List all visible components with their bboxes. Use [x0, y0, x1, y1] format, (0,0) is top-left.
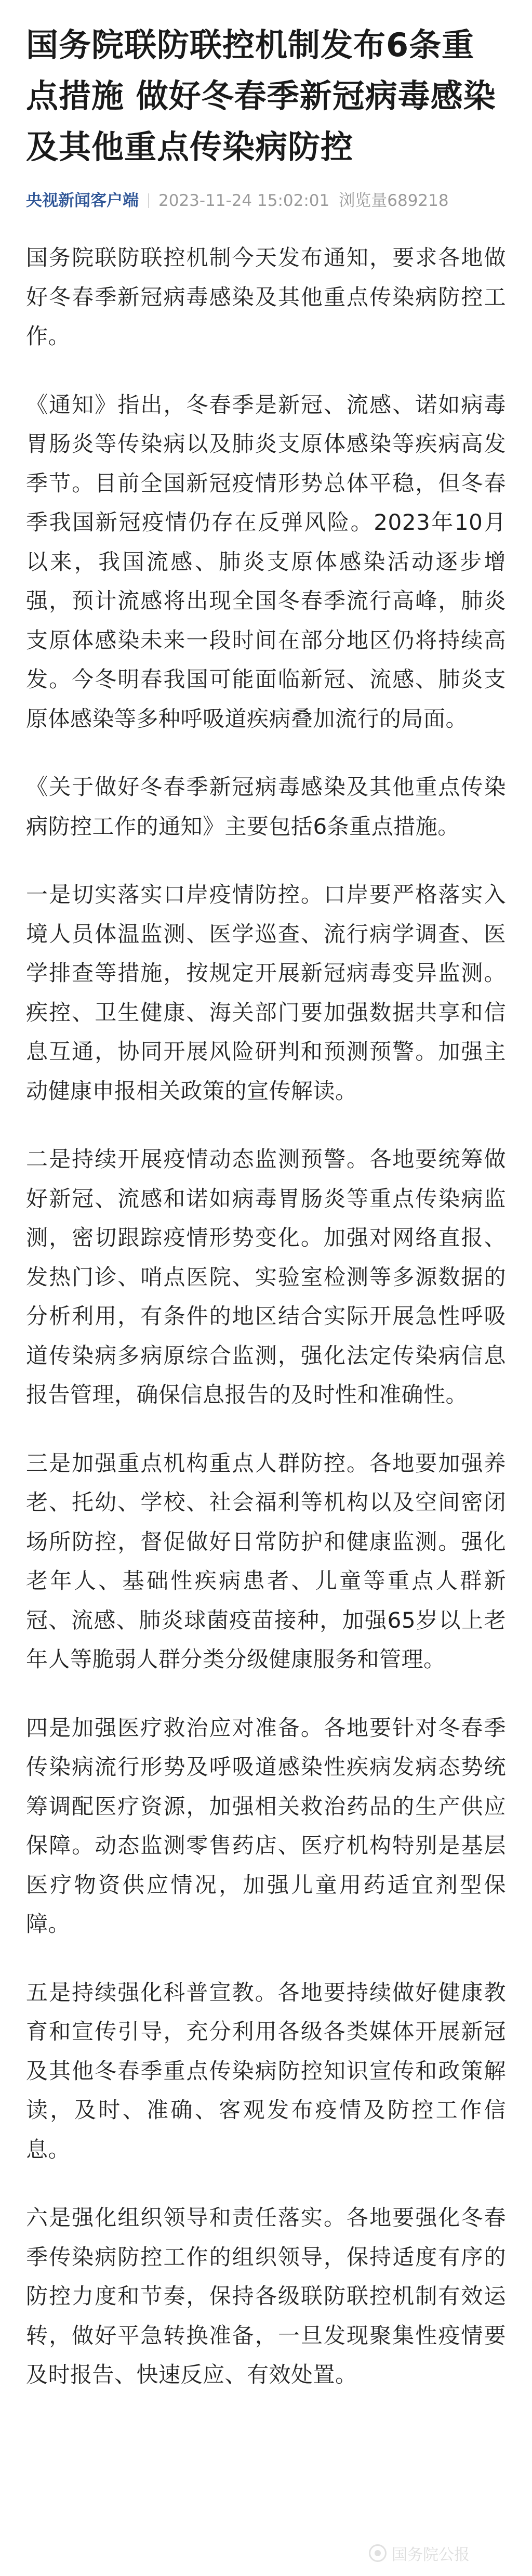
article-paragraph: 《关于做好冬春季新冠病毒感染及其他重点传染病防控工作的通知》主要包括6条重点措施。 — [26, 774, 506, 839]
article-title: 国务院联防联控机制发布6条重点措施 做好冬春季新冠病毒感染及其他重点传染病防控 — [26, 26, 496, 166]
article-meta — [26, 190, 506, 211]
article-paragraph: 二是持续开展疫情动态监测预警。各地要统筹做好新冠、流感和诺如病毒胃肠炎等重点传染病监测，密切跟踪疫情形势变化。加强对网络直报、发热门诊、哨点医院、实验室检测等多源数据的分析利用，有条件的地区结合实际开展急性呼吸道传染病多病原综合监测，强化法定传染病信息报告管理，确保信息报告的及时性和准确性。 — [26, 1146, 506, 1407]
meta-divider — [148, 193, 149, 208]
watermark — [369, 2542, 470, 2565]
source-link[interactable]: 央视新闻客户端 — [26, 191, 139, 210]
article-paragraph: 五是持续强化科普宣教。各地要持续做好健康教育和宣传引导，充分利用各级各类媒体开展新冠及其他冬春季重点传染病防控知识宣传和政策解读，及时、准确、客观发布疫情及防控工作信息。 — [26, 1979, 506, 2162]
article-paragraph: 六是强化组织领导和责任落实。各地要强化冬春季传染病防控工作的组织领导，保持适度有序的防控力度和节奏，保持各级联防联控机制有效运转，做好平急转换准备，一旦发现聚集性疫情要及时报告、快速反应、有效处置。 — [26, 2205, 506, 2387]
article-body — [26, 238, 506, 2395]
article-paragraph: 《通知》指出，冬春季是新冠、流感、诺如病毒胃肠炎等传染病以及肺炎支原体感染等疾病高发季节。目前全国新冠疫情形势总体平稳，但冬春季我国新冠疫情仍存在反弹风险。2023年10月以来，我国流感、肺炎支原体感染活动逐步增强，预计流感将出现全国冬春季流行高峰，肺炎支原体感染未来一段时间在部分地区仍将持续高发。今冬明春我国可能面临新冠、流感、肺炎支原体感染等多种呼吸道疾病叠加流行的局面。 — [26, 391, 506, 731]
article-paragraph: 三是加强重点机构重点人群防控。各地要加强养老、托幼、学校、社会福利等机构以及空间密闭场所防控，督促做好日常防护和健康监测。强化老年人、基础性疾病患者、儿童等重点人群新冠、流感、肺炎球菌疫苗接种，加强65岁以上老年人等脆弱人群分类分级健康服务和管理。 — [26, 1450, 506, 1672]
watermark-text: 国务院公报 — [392, 2546, 470, 2564]
view-count: 浏览量689218 — [339, 191, 449, 210]
article-paragraph: 四是加强医疗救治应对准备。各地要针对冬春季传染病流行形势及呼吸道感染性疾病发病态势统筹调配医疗资源，加强相关救治药品的生产供应保障。动态监测零售药店、医疗机构特别是基层医疗物资供应情况，加强儿童用药适宜剂型保障。 — [26, 1715, 506, 1937]
brand-logo-icon — [369, 2544, 387, 2562]
publish-datetime: 2023-11-24 15:02:01 — [158, 191, 330, 210]
article-paragraph: 一是切实落实口岸疫情防控。口岸要严格落实入境人员体温监测、医学巡查、流行病学调查、医学排查等措施，按规定开展新冠病毒变异监测。疾控、卫生健康、海关部门要加强数据共享和信息互通，协同开展风险研判和预测预警。加强主动健康申报相关政策的宣传解读。 — [26, 882, 506, 1104]
article-paragraph: 国务院联防联控机制今天发布通知，要求各地做好冬春季新冠病毒感染及其他重点传染病防控工作。 — [26, 245, 506, 349]
